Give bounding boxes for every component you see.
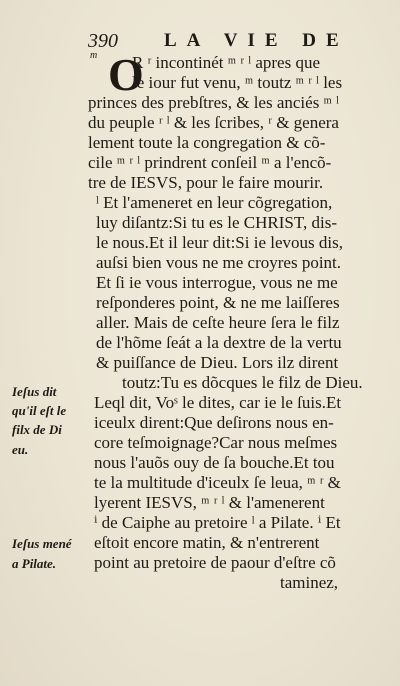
text-line: R ʳ incontinét ᵐ ʳ ˡ apres que <box>132 53 321 72</box>
text-line: eſtoit encore matin, & n'entrerent <box>94 533 320 552</box>
margin-note-line: Ieſus dit <box>12 384 57 399</box>
text-line: luy diſantz:Si tu es le CHRIST, dis- <box>96 213 337 232</box>
text-line: aller. Mais de ceſte heure ſera le filz <box>96 313 340 332</box>
text-line: point au pretoire de paour d'eſtre cõ <box>94 553 336 572</box>
page-number: 390 <box>88 30 118 52</box>
text-line: de l'hõme ſeát a la dextre de la vertu <box>96 333 342 352</box>
text-line: Leql dit, Voˢ le dites, car ie le ſuis.Et <box>94 393 342 412</box>
margin-note-line: qu'il eſt le <box>12 403 67 418</box>
margin-note-line: eu. <box>12 442 29 457</box>
text-line: core teſmoignage?Car nous meſmes <box>94 433 338 452</box>
text-line: nous l'auõs ouy de ſa bouche.Et tou <box>94 453 335 472</box>
running-head: LA VIE DE <box>164 30 349 51</box>
text-line: tre de IESVS, pour le faire mourir. <box>88 173 324 192</box>
text-line: le nous.Et il leur dit:Si ie levous dis, <box>96 233 343 252</box>
text-line: toutz:Tu es dõcques le filz de Dieu. <box>122 373 363 392</box>
dropcap-marks: m <box>90 50 98 61</box>
text-line: iceulx dirent:Que deſirons nous en- <box>94 413 334 432</box>
text-line: du peuple ʳ ˡ & les ſcribes, ʳ & genera <box>88 113 339 132</box>
text-line: te la multitude d'iceulx ſe leua, ᵐ ʳ & <box>94 473 341 492</box>
text-line: ˡ Et l'ameneret en leur cõgregation, <box>96 193 333 212</box>
text-line: Et ſi ie vous interrogue, vous ne me <box>96 273 338 292</box>
text-line: lement toute la congregation & cõ- <box>88 133 326 152</box>
text-line: & puiſſance de Dieu. Lors ilz dirent <box>96 353 339 372</box>
text-line: lyerent IESVS, ᵐ ʳ ˡ & l'amenerent <box>94 493 325 512</box>
text-line: auſsi bien vous ne me croyres point. <box>96 253 342 272</box>
text-line: taminez, <box>280 573 339 592</box>
margin-note-line: filx de Di <box>12 422 62 437</box>
dropcap-letter: O <box>108 49 144 100</box>
margin-note-line: Ieſus mené <box>12 536 72 551</box>
margin-note-line: a Pilate. <box>12 556 57 571</box>
text-line: ⁱ de Caiphe au pretoire ˡ a Pilate. ⁱ Et <box>94 513 341 532</box>
text-line: reſponderes point, & ne me laiſſeres <box>96 293 340 312</box>
text-line: cile ᵐ ʳ ˡ prindrent conſeil ᵐ a l'encõ- <box>88 153 332 172</box>
text-line: le iour fut venu, ᵐ toutz ᵐ ʳ ˡ les <box>132 73 343 92</box>
text-line: princes des prebſtres, & les anciés ᵐ ˡ <box>88 93 339 112</box>
